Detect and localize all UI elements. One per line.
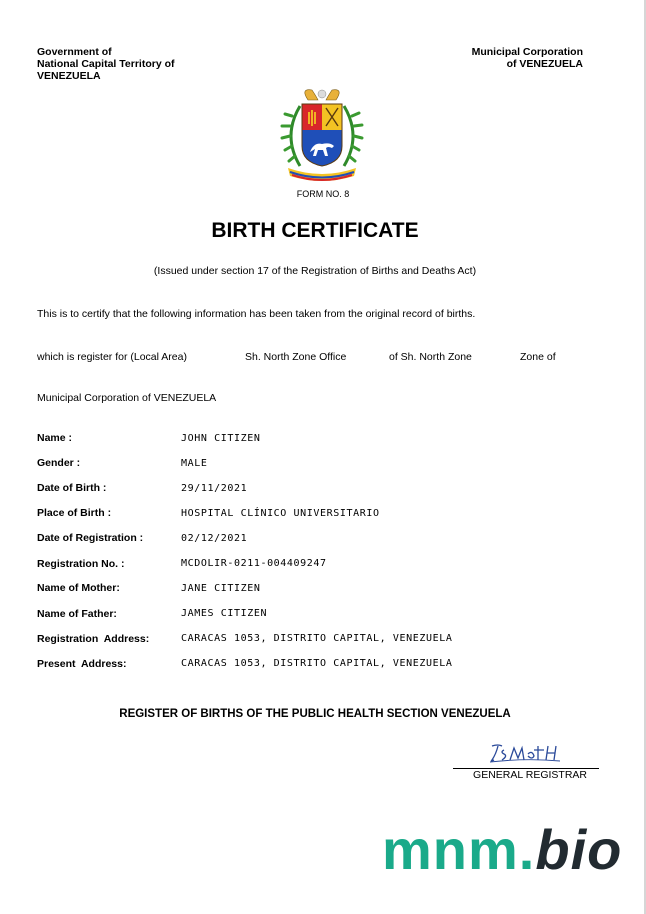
field-label-date-of-registration: Date of Registration :	[37, 532, 144, 544]
coat-of-arms-emblem	[278, 86, 366, 182]
municipal-corporation-line: Municipal Corporation of VENEZUELA	[37, 392, 217, 404]
field-value-name-of-father: JAMES CITIZEN	[181, 608, 268, 619]
field-label-name-of-mother: Name of Mother:	[37, 582, 120, 594]
municipal-header	[472, 46, 583, 70]
field-value-registration-address: CARACAS 1053, DISTRITO CAPITAL, VENEZUELA	[181, 633, 453, 644]
field-value-date-of-registration: 02/12/2021	[181, 533, 248, 544]
municipal-line-1: Municipal Corporation	[471, 46, 583, 58]
field-label-gender: Gender :	[37, 457, 81, 469]
watermark-part-1: mnm.	[382, 818, 536, 881]
certificate-title: BIRTH CERTIFICATE	[211, 219, 419, 242]
field-label-present-address: Present Address:	[37, 658, 127, 670]
government-line-2: National Capital Territory of	[37, 58, 175, 70]
field-value-date-of-birth: 29/11/2021	[181, 483, 248, 494]
general-registrar-label: GENERAL REGISTRAR	[473, 769, 587, 781]
field-label-place-of-birth: Place of Birth :	[37, 507, 112, 519]
form-number: FORM NO. 8	[296, 189, 350, 199]
field-label-registration-address: Registration Address:	[37, 633, 150, 645]
register-office: Sh. North Zone Office	[245, 351, 347, 363]
watermark-part-2: bio	[535, 818, 623, 881]
field-label-name: Name :	[37, 432, 73, 444]
government-line-1: Government of	[37, 46, 112, 58]
field-value-name-of-mother: JANE CITIZEN	[181, 583, 261, 594]
field-label-name-of-father: Name of Father:	[37, 608, 117, 620]
field-label-registration-no: Registration No. :	[37, 558, 125, 570]
register-local-area: which is register for (Local Area)	[37, 351, 187, 363]
certify-statement: This is to certify that the following information has been taken from the original record of births.	[37, 308, 476, 320]
field-value-registration-no: MCDOLIR-0211-004409247	[181, 558, 327, 569]
field-value-gender: MALE	[181, 458, 208, 469]
municipal-line-2: of VENEZUELA	[506, 58, 583, 70]
government-header	[37, 46, 175, 82]
government-line-3: VENEZUELA	[37, 70, 101, 82]
registrar-signature	[488, 742, 564, 764]
issued-under-note: (Issued under section 17 of the Registration of Births and Deaths Act)	[153, 265, 477, 277]
field-value-present-address: CARACAS 1053, DISTRITO CAPITAL, VENEZUELA	[181, 658, 453, 669]
field-value-place-of-birth: HOSPITAL CLÍNICO UNIVERSITARIO	[181, 508, 380, 519]
register-zone-of: Zone of	[520, 351, 556, 363]
register-footer: REGISTER OF BIRTHS OF THE PUBLIC HEALTH SECTION VENEZUELA	[119, 708, 511, 720]
field-value-name: JOHN CITIZEN	[181, 433, 261, 444]
register-zone: of Sh. North Zone	[389, 351, 472, 363]
watermark-logo	[382, 818, 622, 882]
field-label-date-of-birth: Date of Birth :	[37, 482, 107, 494]
